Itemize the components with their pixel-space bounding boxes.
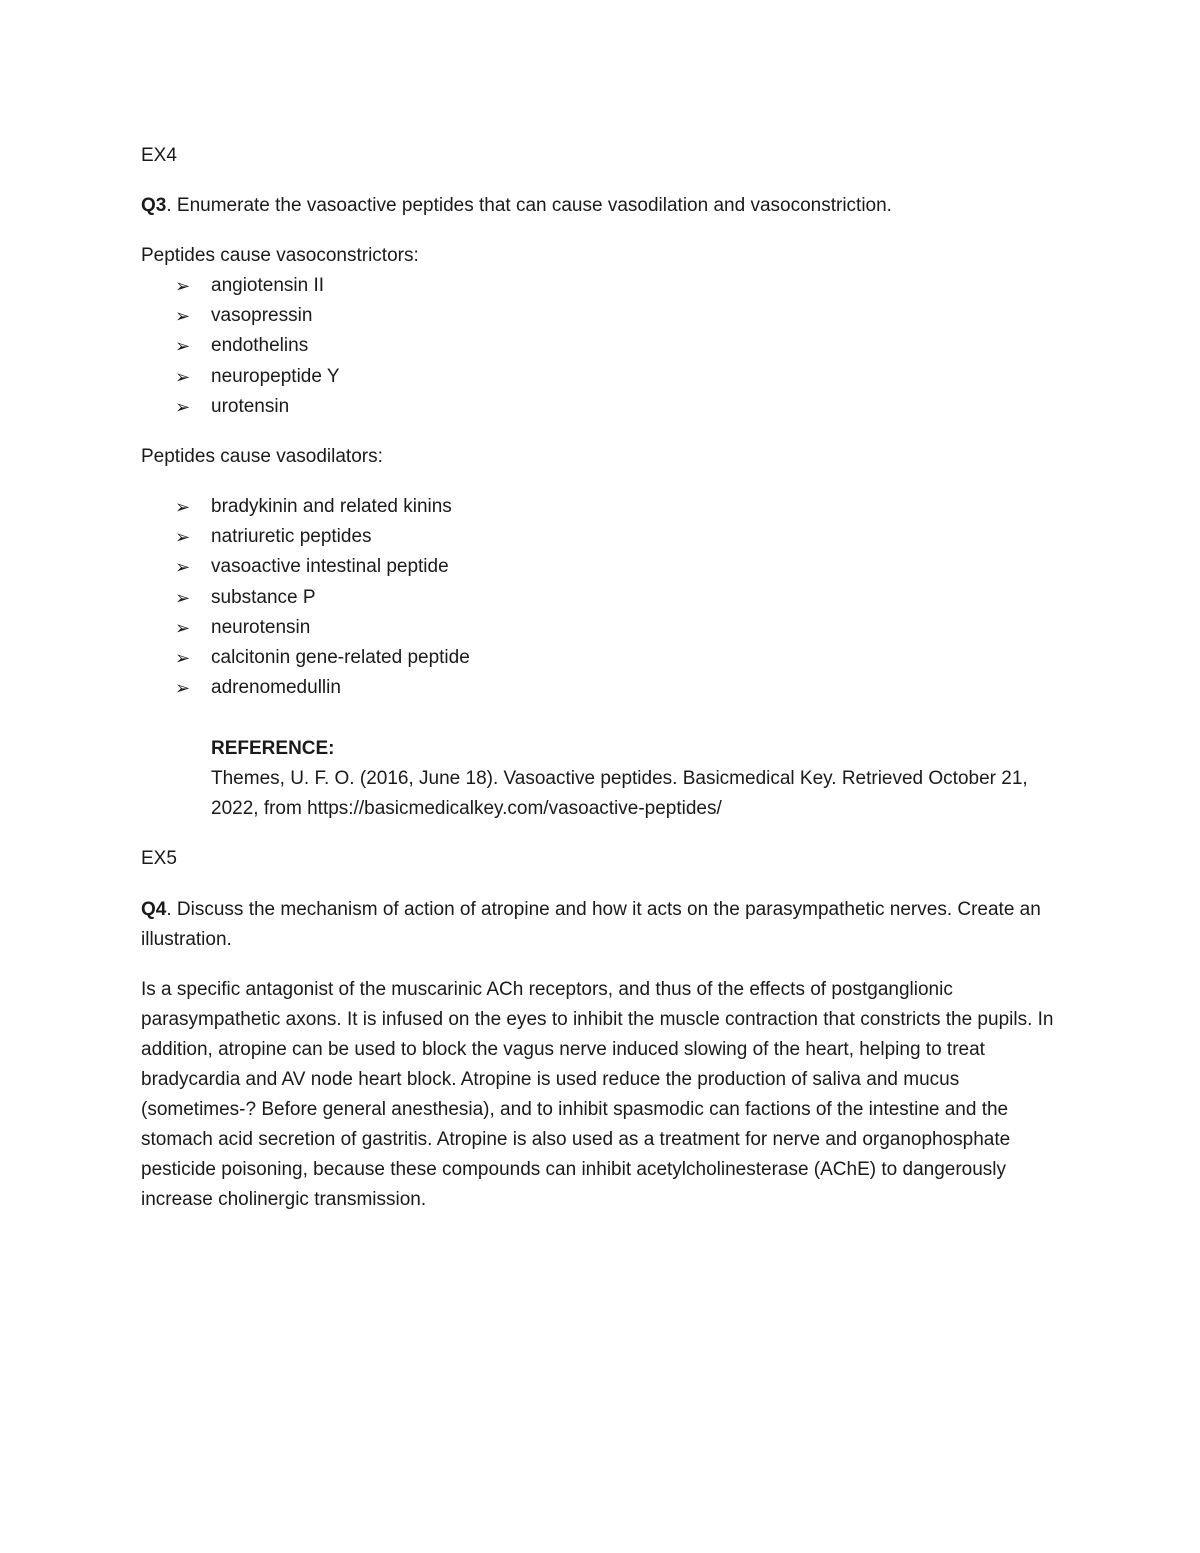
list-item-text: substance P	[211, 586, 316, 608]
arrow-bullet-icon: ➢	[175, 306, 191, 327]
list-item	[175, 392, 340, 422]
section-label-ex4: EX4	[141, 145, 177, 166]
list-item	[175, 613, 470, 643]
list-item	[175, 643, 470, 673]
reference-title: REFERENCE:	[211, 738, 335, 759]
vasoconstrictors-list	[175, 271, 340, 422]
list-item	[175, 271, 340, 301]
arrow-bullet-icon: ➢	[175, 276, 191, 296]
arrow-bullet-icon: ➢	[175, 366, 191, 387]
reference-citation: Themes, U. F. O. (2016, June 18). Vasoactive peptides. Basicmedical Key. Retrieved October 21, 2022, from https://basicmedicalkey.com/vasoactive-peptides/	[211, 768, 1028, 819]
list-item-text: neurotensin	[211, 616, 311, 638]
list-item-text: natriuretic peptides	[211, 526, 372, 548]
question-text: . Enumerate the vasoactive peptides that can cause vasodilation and vasoconstriction.	[166, 195, 892, 216]
vasodilators-list	[175, 492, 470, 703]
arrow-bullet-icon: ➢	[175, 527, 191, 548]
list-item-text: vasopressin	[211, 305, 313, 327]
arrow-bullet-icon: ➢	[175, 587, 191, 608]
arrow-bullet-icon: ➢	[175, 336, 191, 357]
question-number: Q4	[141, 899, 167, 920]
list-item	[175, 301, 340, 331]
arrow-bullet-icon: ➢	[175, 497, 191, 517]
list-item-text: urotensin	[211, 395, 290, 417]
reference-block	[211, 734, 1071, 824]
list-item	[175, 552, 470, 582]
list-item	[175, 492, 470, 522]
arrow-bullet-icon: ➢	[175, 396, 191, 417]
section-label-ex5: EX5	[141, 848, 177, 869]
list-item	[175, 522, 470, 552]
arrow-bullet-icon: ➢	[175, 557, 191, 578]
list-item-text: neuropeptide Y	[211, 365, 340, 387]
question-q3	[141, 191, 1066, 221]
list-item	[175, 362, 340, 392]
arrow-bullet-icon: ➢	[175, 617, 191, 638]
vasodilators-heading: Peptides cause vasodilators:	[141, 446, 383, 467]
question-q4	[141, 895, 1066, 955]
arrow-bullet-icon: ➢	[175, 647, 191, 668]
list-item-text: calcitonin gene-related peptide	[211, 646, 470, 668]
question-number: Q3	[141, 195, 167, 216]
question-text: . Discuss the mechanism of action of atropine and how it acts on the parasympathetic nerves. Create an illustration.	[141, 899, 1041, 950]
list-item-text: angiotensin II	[211, 275, 325, 296]
arrow-bullet-icon: ➢	[175, 678, 191, 699]
answer-paragraph: Is a specific antagonist of the muscarinic ACh receptors, and thus of the effects of postganglionic parasympathetic axons. It is infused on the eyes to inhibit the muscle contraction that constricts the pupils. In addition, atropine can be used to block the vagus nerve induced slowing of the heart, helping to treat bradycardia and AV node heart block. Atropine is used reduce the production of saliva and mucus (sometimes-? Before general anesthesia), and to inhibit spasmodic can factions of the intestine and the stomach acid secretion of gastritis. Atropine is also used as a treatment for nerve and organophosphate pesticide poisoning, because these compounds can inhibit acetylcholinesterase (AChE) to dangerously increase cholinergic transmission.	[141, 979, 1054, 1210]
list-item	[175, 583, 470, 613]
list-item-text: bradykinin and related kinins	[211, 496, 452, 517]
list-item-text: endothelins	[211, 335, 309, 357]
list-item-text: adrenomedullin	[211, 677, 341, 699]
list-item-text: vasoactive intestinal peptide	[211, 556, 449, 578]
vasoconstrictors-heading: Peptides cause vasoconstrictors:	[141, 245, 419, 266]
list-item	[175, 673, 470, 703]
list-item	[175, 331, 340, 361]
